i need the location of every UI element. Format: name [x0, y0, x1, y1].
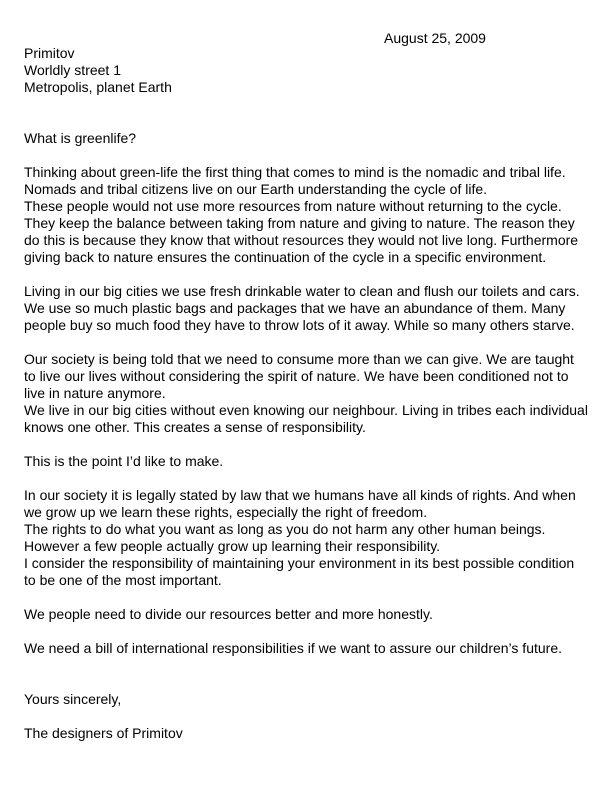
letter-closing: Yours sincerely,: [24, 691, 122, 707]
letter-date: August 25, 2009: [384, 30, 486, 46]
text-line: They keep the balance between taking from nature and giving to nature. The reason they: [24, 215, 575, 231]
paragraph-point: [24, 453, 596, 470]
text-line: These people would not use more resources from nature without returning to the cycle.: [24, 198, 562, 214]
text-line: to live our lives without considering the spirit of nature. We have been conditioned not to: [24, 368, 569, 384]
text-line: people buy so much food they have to throw lots of it away. While so many others starve.: [24, 317, 575, 333]
text-line: Thinking about green-life the first thing that comes to mind is the nomadic and tribal life.: [24, 164, 566, 180]
letter-body: [24, 45, 596, 742]
sender-address: [24, 45, 596, 96]
text-line: live in nature anymore.: [24, 385, 166, 401]
address-line: Primitov: [24, 45, 75, 61]
paragraph-society: [24, 351, 596, 436]
text-line: Our society is being told that we need to consume more than we can give. We are taught: [24, 351, 574, 367]
text-line: Living in our big cities we use fresh drinkable water to clean and flush our toilets and cars.: [24, 283, 580, 299]
text-line: to be one of the most important.: [24, 572, 222, 588]
letter-signature: The designers of Primitov: [24, 725, 183, 741]
text-line: This is the point I’d like to make.: [24, 453, 224, 469]
text-line: I consider the responsibility of maintaining your environment in its best possible condition: [24, 555, 575, 571]
text-line: However a few people actually grow up learning their responsibility.: [24, 538, 441, 554]
text-line: The rights to do what you want as long as you do not harm any other human beings.: [24, 521, 546, 537]
text-line: We people need to divide our resources better and more honestly.: [24, 606, 433, 622]
text-line: We live in our big cities without even knowing our neighbour. Living in tribes each individual: [24, 402, 588, 418]
text-line: We need a bill of international responsibilities if we want to assure our children’s future.: [24, 640, 562, 656]
paragraph-nomadic-life: [24, 164, 596, 266]
address-line: Worldly street 1: [24, 62, 121, 78]
text-line: we grow up we learn these rights, especially the right of freedom.: [24, 504, 428, 520]
text-line: We use so much plastic bags and packages that we have an abundance of them. Many: [24, 300, 566, 316]
text-line: knows one other. This creates a sense of responsibility.: [24, 419, 366, 435]
paragraph-bill: [24, 640, 596, 657]
text-line: giving back to nature ensures the continuation of the cycle in a specific environment.: [24, 249, 547, 265]
text-line: do this is because they know that without resources they would not live long. Furthermore: [24, 232, 579, 248]
address-line: Metropolis, planet Earth: [24, 79, 172, 95]
text-line: Nomads and tribal citizens live on our Earth understanding the cycle of life.: [24, 181, 488, 197]
paragraph-rights: [24, 487, 596, 589]
letter-heading: What is greenlife?: [24, 130, 137, 146]
paragraph-resources: [24, 606, 596, 623]
text-line: In our society it is legally stated by law that we humans have all kinds of rights. And when: [24, 487, 576, 503]
paragraph-city-life: [24, 283, 596, 334]
